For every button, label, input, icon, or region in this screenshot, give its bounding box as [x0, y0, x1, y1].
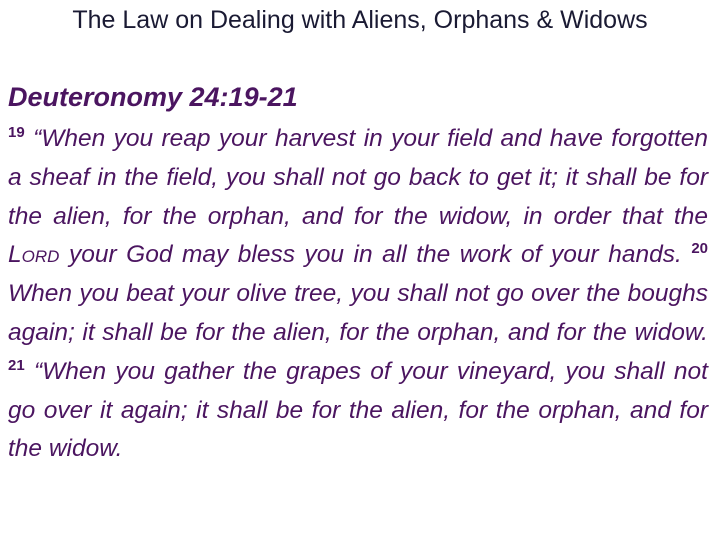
verse-number-19: 19	[8, 123, 25, 141]
lord-small-caps: Lord	[8, 241, 60, 269]
verse-number-21: 21	[8, 356, 25, 374]
scripture-reference: Deuteronomy 24:19-21	[8, 82, 298, 112]
verse-19-text-after: your God may bless you in all the work of your hands.	[59, 241, 692, 269]
slide-title: The Law on Dealing with Aliens, Orphans & Widows	[72, 6, 648, 34]
scripture-passage	[8, 120, 708, 469]
verse-19-text-before: “When you reap your harvest in your field and have forgotten a sheaf in the field, you shall not go back to get it; it shall be for the alien, for the orphan, and for the widow, in order that the	[8, 125, 708, 230]
verse-20-text: When you beat your olive tree, you shall not go over the boughs again; it shall be for the alien, for the orphan, and for the widow.	[8, 280, 708, 346]
verse-number-20: 20	[691, 240, 708, 258]
verse-21-text: “When you gather the grapes of your vineyard, you shall not go over it again; it shall be for the alien, for the orphan, and for the widow.	[8, 357, 708, 463]
